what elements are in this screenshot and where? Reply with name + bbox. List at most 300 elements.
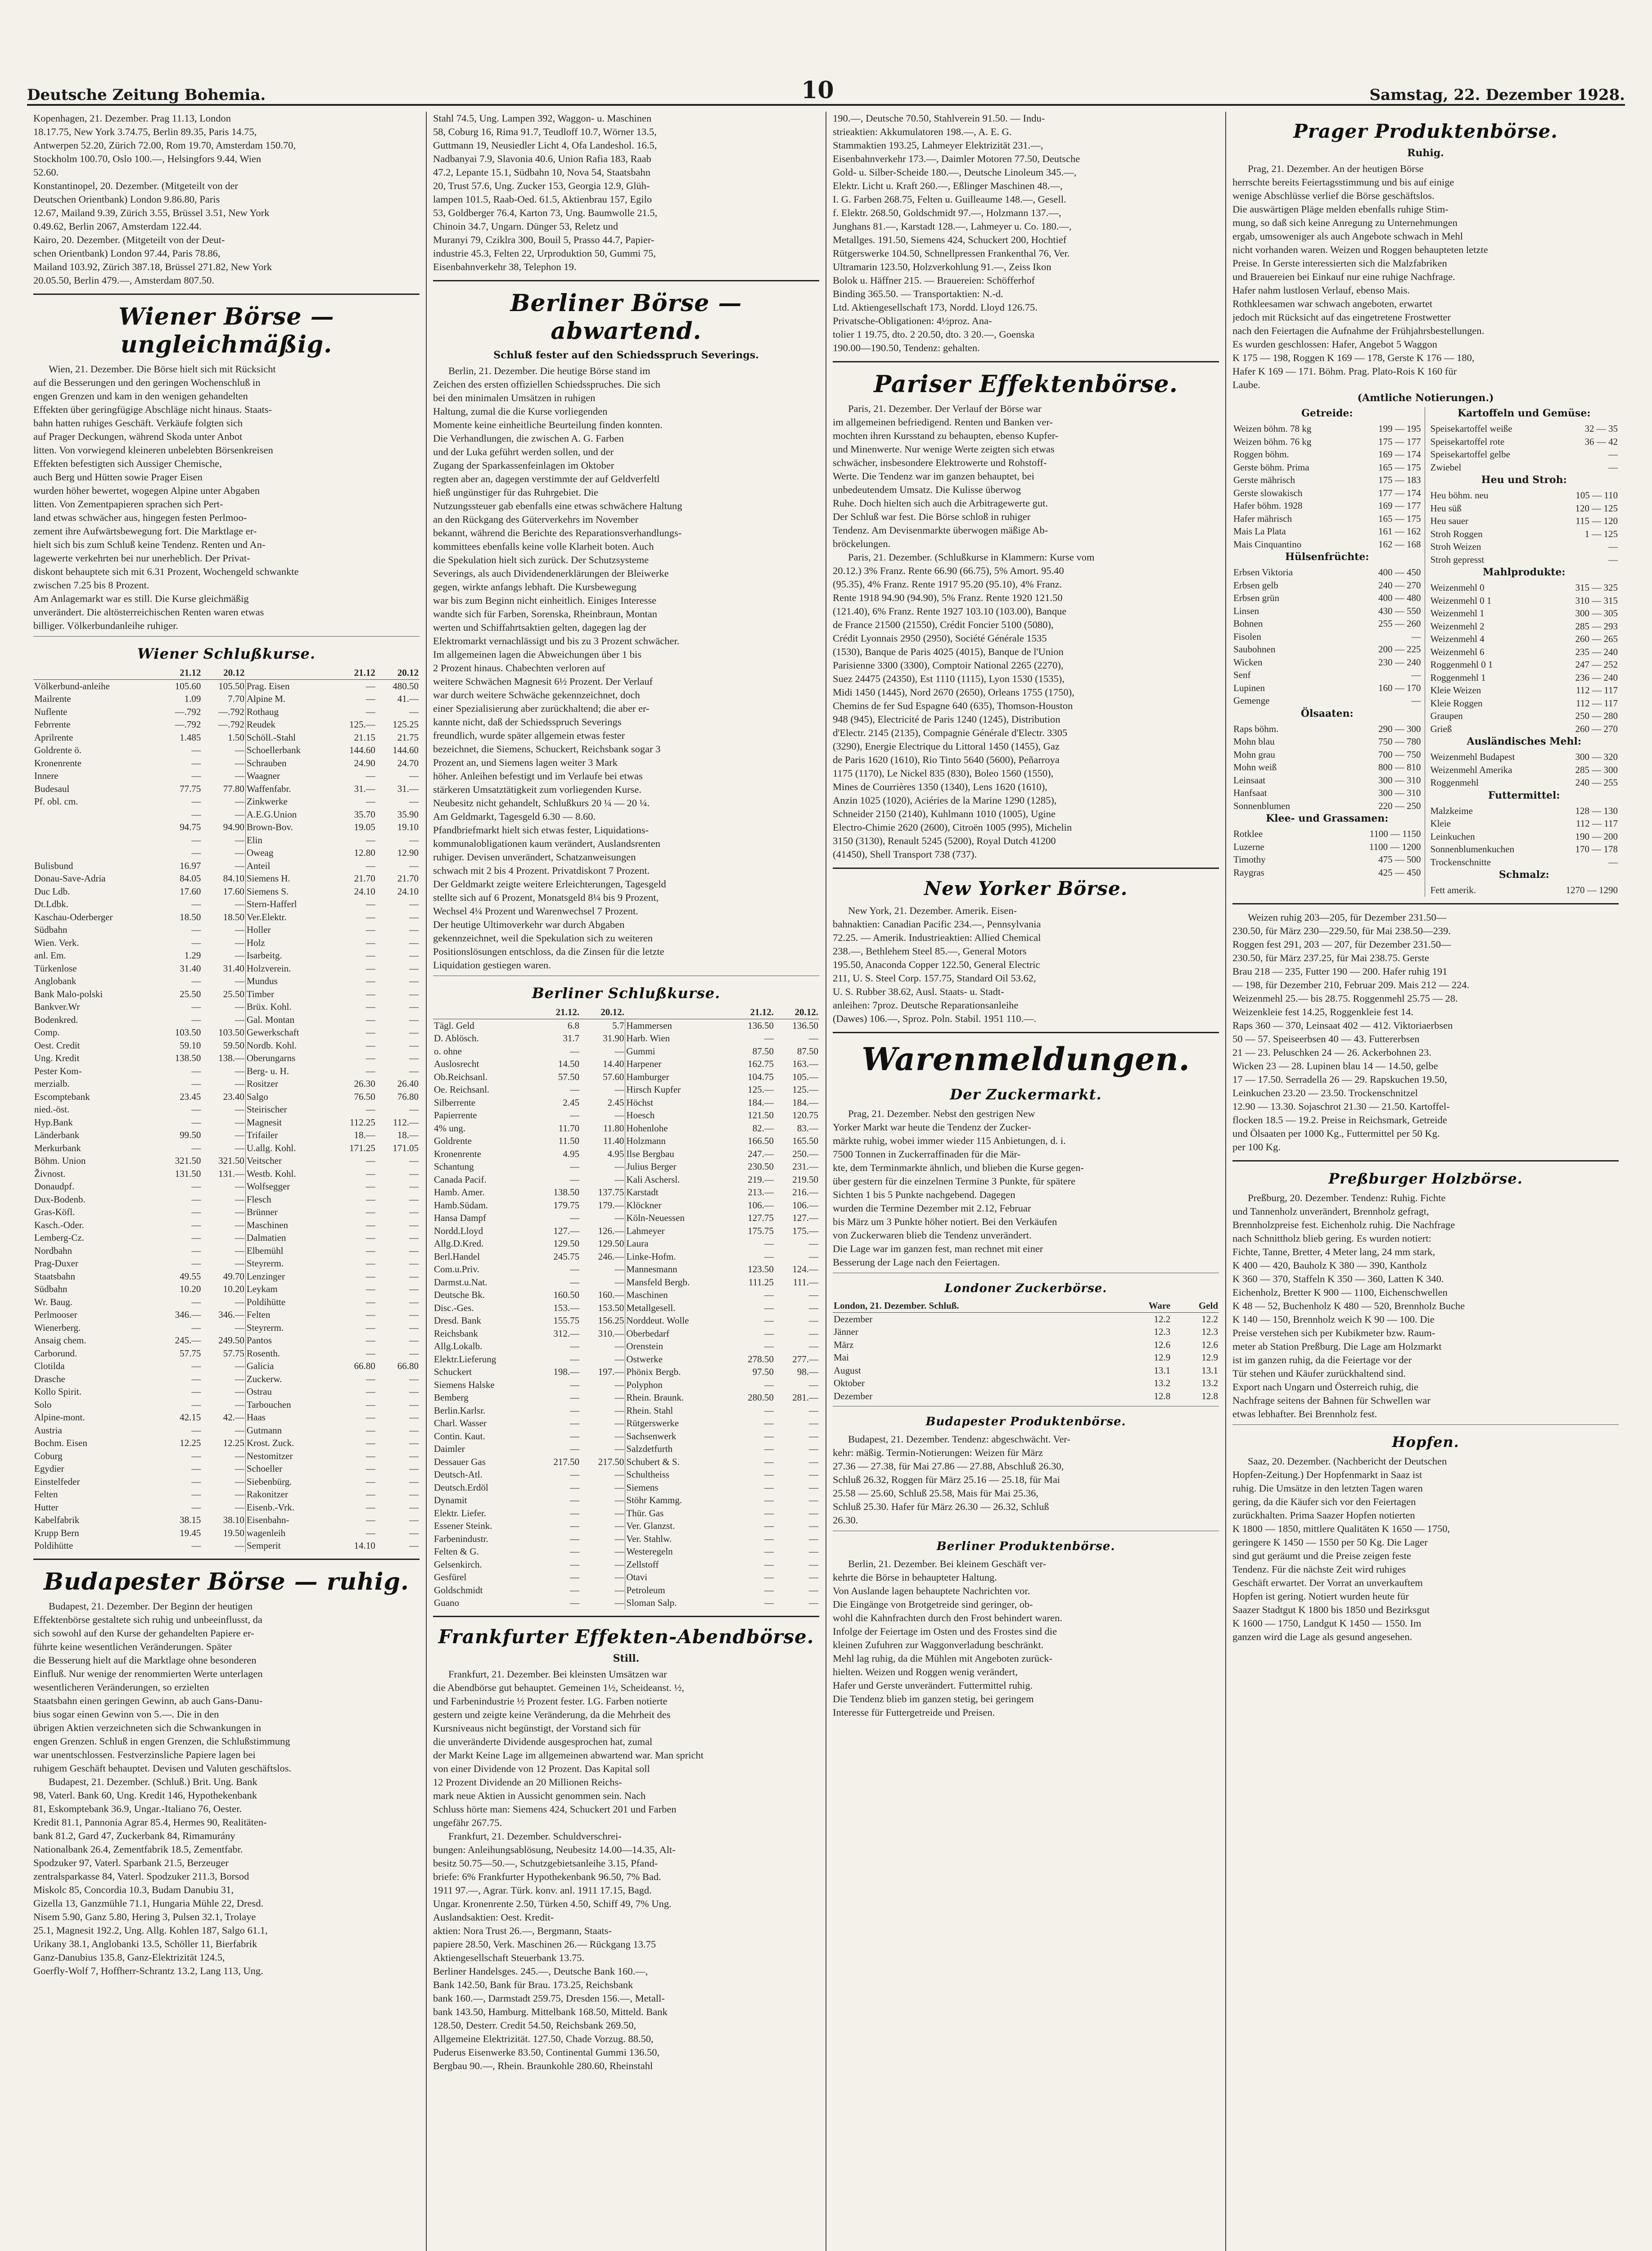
table-cell: Sachsenwerk: [626, 1430, 677, 1442]
table-cell: 12.9: [1154, 1352, 1171, 1363]
table-cell: Saubohnen: [1233, 644, 1276, 655]
table-cell: —: [202, 1360, 245, 1373]
table-cell: —: [202, 1077, 245, 1090]
heading-budapester-produktenboerse: Budapester Produktenbörse.: [925, 1415, 1126, 1428]
table-cell: —: [1608, 461, 1618, 473]
table-cell: —: [191, 1116, 201, 1128]
heading-londoner-zuckerboerse: Londoner Zuckerbörse.: [944, 1282, 1107, 1295]
table-cell: Stroh gepresst: [1430, 554, 1485, 565]
table-cell: Sonnenblumenkuchen: [1430, 844, 1515, 854]
table-cell: 32 — 35: [1584, 423, 1618, 434]
table-cell: —: [809, 1495, 818, 1505]
table-cell: —: [580, 1276, 625, 1289]
text-line: Aktiengesellschaft Steuerbank 13.75.: [433, 1952, 585, 1963]
table-cell: —: [580, 1571, 625, 1584]
text-line: Electro-Chimie 2620 (2600), Citroën 1005 (995), Michelin: [833, 822, 1072, 833]
table-cell: Gras-Köfl.: [34, 1207, 75, 1217]
table-cell: Bulisbund: [34, 860, 73, 871]
table-cell: 57.75: [180, 1347, 201, 1359]
table-cell: 24.10: [397, 886, 419, 897]
table-cell: —: [580, 1353, 625, 1366]
table-cell: Waagner: [246, 770, 280, 781]
table-cell: Fett amerik.: [1430, 885, 1476, 895]
table-row: [1430, 830, 1619, 843]
table-cell: Speisekartoffel gelbe: [1430, 449, 1510, 460]
table-row: [1232, 723, 1422, 736]
text-line: Berliner Handelsges. 245.—, Deutsche Bank 160.—,: [433, 1965, 648, 1977]
text-line: Rütgerswerke 104.50, Schnellpressen Frankenthal 76, Ver.: [833, 248, 1070, 259]
table-cell: Siemens: [626, 1482, 659, 1493]
table-cell: 25.50: [202, 988, 245, 1001]
table-cell: Norddeut. Wolle: [626, 1315, 689, 1326]
table-cell: 190 — 200: [1575, 831, 1618, 842]
table-row: [33, 1411, 420, 1424]
table-cell: 700 — 750: [1378, 749, 1421, 760]
table-cell: Steyrerm.: [246, 1322, 284, 1333]
table-cell: A.E.G.Union: [246, 809, 297, 820]
table-cell: Poldihütte: [246, 1296, 286, 1307]
table-cell: Erbsen gelb: [1233, 579, 1278, 591]
table-cell: —: [191, 1373, 201, 1384]
heading-berliner-produktenboerse: Berliner Produktenbörse.: [936, 1540, 1115, 1553]
text-line: Ganz-Danubius 135.8, Ganz-Elektrizität 124.5,: [33, 1951, 225, 1963]
table-cell: —: [580, 1160, 625, 1173]
table-cell: Perlmooser: [34, 1309, 77, 1320]
text-line: 47.2, Lepante 15.1, Südbahn 10, Nova 54, Staatsbahn: [433, 167, 651, 178]
table-cell: Harb. Wien: [626, 1033, 670, 1044]
table-cell: —: [202, 846, 245, 859]
text-line: nach Schnittholz blieb gering. Es wurden notiert:: [1232, 1232, 1431, 1244]
schmalz-label: Schmalz:: [1499, 869, 1549, 881]
text-line: weitere Schwächen Magnesit 6½ Prozent. Der Verlauf: [433, 676, 653, 687]
text-line: sind gut geräumt und die Preise zeigen feste: [1232, 1550, 1411, 1561]
table-cell: 217.50: [580, 1455, 625, 1469]
table-cell: —: [409, 1399, 419, 1410]
table-row: [433, 1314, 819, 1327]
table-cell: Böhm. Union: [34, 1155, 86, 1166]
table-cell: 425 — 450: [1378, 867, 1421, 878]
table-cell: —: [570, 1597, 580, 1608]
table-cell: 127.75: [748, 1212, 774, 1223]
text-line: Geschäft erwartet. Der Vorrat an unverkauftem: [1232, 1577, 1423, 1588]
table-header-cell: 21.12.: [730, 1006, 775, 1019]
table-cell: —: [570, 1584, 580, 1596]
table-cell: —: [202, 1296, 245, 1309]
table-row: [433, 1353, 819, 1366]
table-cell: 123.50: [748, 1264, 774, 1275]
table-cell: Phönix Bergb.: [626, 1366, 681, 1377]
table-cell: Anglobank: [34, 976, 77, 986]
table-cell: 23.45: [180, 1091, 201, 1102]
table-cell: —: [366, 1347, 375, 1359]
table-cell: —: [191, 1258, 201, 1269]
table-cell: —: [809, 1238, 818, 1249]
text-line: 7500 Tonnen in Zuckerraffinaden für die Mär-: [833, 1148, 1020, 1160]
table-cell: —: [764, 1572, 774, 1582]
table-cell: Karstadt: [626, 1187, 659, 1198]
table-cell: —: [580, 1430, 625, 1443]
table-cell: —: [409, 1207, 419, 1217]
text-line: Der Geldmarkt zeigte weitere Erleichterungen, Tagesgeld: [433, 878, 666, 890]
table-cell: —.792: [175, 706, 201, 717]
text-line: — 198, für Dezember 210, Februar 209. Mais 212 — 224.: [1232, 979, 1470, 990]
table-cell: Weizenmehl 4: [1430, 633, 1485, 644]
table-cell: Roggenmehl 1: [1430, 672, 1486, 683]
table-cell: Weizenmehl 0: [1430, 582, 1485, 593]
table-cell: 99.50: [180, 1130, 201, 1140]
text-line: ruhig. Die Umsätze in den letzten Tagen waren: [1232, 1482, 1423, 1494]
table-cell: 13.2: [1154, 1378, 1171, 1388]
table-cell: —: [809, 1572, 818, 1582]
table-cell: 36 — 42: [1584, 436, 1618, 447]
heading-pressburger-holzboerse: Preßburger Holzbörse.: [1328, 1170, 1523, 1187]
table-row: [33, 975, 420, 988]
table-row: [1232, 735, 1422, 748]
text-line: Prag, 21. Dezember. Nebst den gestrigen New: [848, 1108, 1035, 1119]
text-line: Frankfurt, 21. Dezember. Schuldverschrei-: [448, 1830, 622, 1842]
table-row: [433, 1494, 819, 1507]
table-row: [433, 1019, 819, 1032]
text-line: Kredit 81.1, Pannonia Agrar 85.4, Hermes 90, Realitäten-: [33, 1816, 267, 1828]
table-cell: Staatsbahn: [34, 1270, 75, 1282]
table-cell: 26.40: [397, 1078, 419, 1089]
table-row: [433, 1481, 819, 1494]
table-cell: —: [580, 1211, 625, 1225]
table-cell: 300 — 305: [1575, 608, 1618, 619]
table-cell: 105.—: [792, 1071, 818, 1082]
table-cell: 219.—: [748, 1174, 774, 1185]
table-cell: 21.70: [354, 873, 375, 884]
table-cell: Goldrente: [434, 1135, 472, 1146]
table-cell: Merkurbank: [34, 1142, 81, 1153]
table-cell: Hutter: [34, 1501, 59, 1513]
table-cell: 163.—: [792, 1058, 818, 1069]
table-cell: —: [191, 937, 201, 948]
table-cell: —: [1608, 856, 1618, 868]
text-line: (121.40), 6% Franz. Rente 1927 103.10 (103.00), Banque: [833, 606, 1067, 617]
table-row: [433, 1211, 819, 1225]
table-row: [33, 988, 420, 1001]
table-cell: Mais La Plata: [1233, 526, 1286, 537]
text-line: Brau 218 — 235, Futter 190 — 200. Hafer ruhig 191: [1232, 965, 1448, 977]
table-cell: —: [202, 1539, 245, 1552]
table-cell: —: [202, 1398, 245, 1411]
table-row: [1232, 592, 1422, 605]
table-cell: —: [191, 1322, 201, 1333]
table-cell: 179.75: [553, 1199, 580, 1211]
table-cell: 6.8: [567, 1020, 580, 1031]
table-cell: —.792: [202, 718, 245, 731]
table-cell: —: [409, 899, 419, 909]
table-cell: wagenleih: [246, 1527, 286, 1538]
table-cell: —: [191, 1361, 201, 1371]
table-row: [33, 1360, 420, 1373]
text-line: gekennzeichnet, weil die Spekulation sich zu weiteren: [433, 932, 653, 944]
text-line: 12 Prozent Dividende an 20 Millionen Reichs-: [433, 1776, 622, 1788]
table-cell: Bankver.Wr: [34, 1001, 80, 1012]
table-cell: —: [191, 1245, 201, 1256]
table-row: [1430, 671, 1619, 684]
table-cell: Trockenschnitte: [1430, 856, 1491, 868]
table-cell: Weizenmehl 1: [1430, 608, 1485, 619]
table-cell: —: [366, 1040, 375, 1051]
table-cell: —: [366, 1181, 375, 1192]
table-cell: Raps böhm.: [1233, 723, 1279, 734]
table-cell: 121.50: [748, 1110, 774, 1121]
table-cell: Mannesmann: [626, 1264, 677, 1275]
text-line: Wicken 23 — 28. Lupinen blau 14 — 14.50, gelbe: [1232, 1060, 1438, 1071]
table-cell: Lemberg-Cz.: [34, 1232, 84, 1243]
text-line: Ltd. Aktiengesellschaft 173, Nordd. Lloyd 126.75.: [833, 302, 1038, 313]
text-line: hielt sich bis zum Schluß keine Tendenz. Renten und An-: [33, 539, 266, 550]
table-cell: 184.—: [792, 1097, 818, 1108]
table-row: [1232, 448, 1422, 461]
table-cell: 31.90: [580, 1032, 625, 1045]
table-cell: —: [191, 1142, 201, 1153]
table-cell: 138.50: [175, 1053, 201, 1063]
table-row: [433, 1571, 819, 1584]
table-cell: o. ohne: [434, 1045, 462, 1057]
table-cell: Waffenfabr.: [246, 783, 291, 794]
table-cell: 18.—: [354, 1130, 375, 1140]
table-row: [1430, 502, 1619, 515]
text-line: Puderus Eisenwerke 83.50, Continental Gummi 136.50,: [433, 2046, 660, 2058]
text-block: [433, 112, 819, 274]
text-line: kte, dem Terminmarkte ähnlich, und blieben die Kurse gegen-: [833, 1162, 1084, 1173]
text-line: ist im ganzen ruhig, da die Feiertage vor der: [1232, 1354, 1412, 1365]
table-row: [1430, 594, 1619, 607]
table-cell: Höchst: [626, 1097, 653, 1108]
table-cell: Oweag: [246, 847, 274, 858]
table-row: [433, 1058, 819, 1071]
table-cell: Rotklee: [1233, 828, 1263, 839]
text-line: Momente keine einheitliche Beurteilung finden konnten.: [433, 419, 663, 430]
table-cell: —: [580, 1340, 625, 1353]
table-cell: —: [202, 744, 245, 757]
table-cell: 165 — 175: [1378, 461, 1421, 473]
text-line: Stahl 74.5, Ung. Lampen 392, Waggon- u. Maschinen: [433, 113, 652, 124]
text-line: kehrte die Börse in behaupteter Haltung.: [833, 1572, 997, 1583]
text-line: stellte sich auf 6 Prozent, Monatsgeld 8¼ bis 9 Prozent,: [433, 892, 659, 903]
table-row: [833, 1390, 1219, 1403]
table-cell: 12.6: [1154, 1339, 1171, 1350]
table-cell: —: [409, 1053, 419, 1063]
table-cell: 161 — 162: [1378, 526, 1421, 537]
table-row: [1232, 866, 1422, 879]
table-cell: —: [809, 1597, 818, 1608]
text-line: 20, Trust 57.6, Ung. Zucker 153, Georgia 12.9, Glüh-: [433, 180, 650, 191]
table-cell: Tägl. Geld: [434, 1020, 474, 1031]
table-cell: Dt.Ldbk.: [34, 899, 68, 909]
table-row: [33, 1180, 420, 1193]
table-row: [433, 1263, 819, 1276]
table-cell: —: [580, 1263, 625, 1276]
text-line: gestern und zeigte keine Veränderung, da die Mehrheit des: [433, 1709, 671, 1720]
heading-hopfen: Hopfen.: [1392, 1433, 1459, 1451]
text-line: briefe: 6% Frankfurter Hypothekenbank 96.50, 7% Bad.: [433, 1871, 661, 1882]
text-line: tolier 1 19.75, dto. 2 20.50, dto. 3 20.—, Goenska: [833, 329, 1035, 340]
table-cell: —: [202, 757, 245, 770]
text-line: nicht vorhanden waren. Weizen und Roggen behaupteten letzte: [1232, 244, 1488, 255]
text-line: Liquidation gestiegen waren.: [433, 959, 551, 971]
table-cell: —: [366, 976, 375, 986]
table-cell: —: [202, 1373, 245, 1386]
table-cell: —: [202, 795, 245, 808]
text-line: Preise verstehen sich per Kubikmeter bzw. Raum-: [1232, 1327, 1435, 1338]
table-cell: —: [191, 1232, 201, 1243]
table-row: [433, 1276, 819, 1289]
heu-table: [1430, 489, 1619, 566]
table-cell: —: [764, 1443, 774, 1454]
table-cell: —: [191, 976, 201, 986]
table-cell: —: [366, 1193, 375, 1205]
text-line: war unentschlossen. Festverzinsliche Papiere lagen bei: [33, 1749, 256, 1760]
table-cell: 475 — 500: [1378, 854, 1421, 865]
table-cell: Bohnen: [1233, 618, 1263, 629]
issue-date: Samstag, 22. Dezember 1928.: [1369, 86, 1625, 104]
text-line: Schluss hörte man: Siemens 424, Schuckert 201 und Farben: [433, 1803, 677, 1815]
table-cell: 240 — 270: [1378, 579, 1421, 591]
table-cell: —: [191, 1014, 201, 1025]
table-header-row: [33, 666, 420, 679]
table-cell: 13.1: [1154, 1365, 1171, 1376]
text-line: Infolge der Feiertage im Osten und des Frostes sind die: [833, 1626, 1057, 1637]
table-cell: 5.7: [580, 1019, 625, 1032]
table-cell: Deutsche Bk.: [434, 1289, 485, 1300]
table-cell: 138.—: [202, 1052, 245, 1065]
table-cell: 10.20: [180, 1284, 201, 1294]
table-cell: 13.2: [1201, 1378, 1218, 1388]
table-header-row: [833, 1299, 1219, 1312]
text-line: Von Auslande lagen behauptete Nachrichten vor.: [833, 1585, 1030, 1596]
text-line: jedoch mit Rücksicht auf das eingetretene Frostwetter: [1232, 312, 1451, 323]
table-row: [1430, 448, 1619, 461]
table-cell: —: [366, 1412, 375, 1423]
heading-warenmeldungen: Warenmeldungen.: [862, 1040, 1190, 1078]
table-cell: Maschinen: [626, 1289, 668, 1300]
table-cell: 231.—: [792, 1161, 818, 1172]
table-row: [1430, 843, 1619, 856]
text-line: Bergbau 90.—, Rhein. Braunkohle 280.60, Rheinstahl: [433, 2060, 653, 2071]
table-cell: —: [1411, 631, 1421, 642]
table-cell: Dynamit: [434, 1495, 467, 1505]
table-cell: —: [580, 1519, 625, 1532]
table-cell: Hohenlohe: [626, 1122, 668, 1134]
table-cell: 57.50: [558, 1071, 580, 1082]
table-cell: —: [409, 1501, 419, 1513]
table-cell: Salzdetfurth: [626, 1443, 673, 1454]
table-row: [33, 872, 420, 885]
text-line: hielten. Weizen und Roggen wenig verändert,: [833, 1666, 1018, 1677]
text-line: bahn hatten ruhiges Geschäft. Verkäufe folgten sich: [33, 417, 243, 429]
text-line: Gizella 13, Ganzmühle 71.1, Hungaria Mühle 22, Dresd.: [33, 1897, 264, 1909]
table-cell: 31.—: [397, 783, 419, 794]
table-row: [1232, 748, 1422, 761]
table-row: [33, 1527, 420, 1540]
table-cell: —: [809, 1546, 818, 1557]
table-cell: 94.75: [180, 822, 201, 832]
table-cell: —: [570, 1379, 580, 1390]
text-line: Budapest, 21. Dezember. (Schluß.) Brit. Ung. Bank: [49, 1776, 257, 1787]
table-cell: 19.10: [397, 822, 419, 832]
table-row: [33, 1347, 420, 1360]
table-row: [433, 1186, 819, 1199]
table-cell: Allg.Lokalb.: [434, 1341, 483, 1352]
table-row: [1430, 515, 1619, 528]
table-cell: —: [202, 1180, 245, 1193]
text-line: mochten ihren Kursstand zu behaupten, ebenso Kupfer-: [833, 430, 1059, 441]
table-cell: 250.—: [792, 1148, 818, 1159]
table-row: [33, 898, 420, 911]
table-cell: Nuflente: [34, 706, 68, 717]
table-cell: Allg.D.Kred.: [434, 1238, 484, 1249]
table-cell: Graupen: [1430, 710, 1463, 721]
text-line: bezeichnet, die Siemens, Schuckert, Reichsbank sogar 3: [433, 743, 661, 755]
table-cell: Orenstein: [626, 1341, 664, 1352]
table-cell: Leykam: [246, 1284, 278, 1294]
table-cell: 24.90: [354, 757, 375, 768]
table-cell: Roggenmehl 0 1: [1430, 659, 1493, 670]
table-row: [33, 692, 420, 705]
table-row: [1232, 435, 1422, 448]
table-cell: 12.2: [1154, 1313, 1171, 1324]
table-cell: 1270 — 1290: [1566, 885, 1618, 895]
text-line: bis März um 3 Punkte höher notiert. Bei den Verkäufen: [833, 1216, 1057, 1227]
table-row: [433, 1340, 819, 1353]
table-cell: 1100 — 1200: [1369, 841, 1421, 852]
text-line: auf Prager Deckungen, während Skoda unter Anbot: [33, 431, 243, 442]
table-cell: 170 — 178: [1575, 844, 1618, 854]
table-header-cell: 21.12: [158, 666, 202, 679]
table-cell: Holzverein.: [246, 963, 291, 974]
table-cell: Mais Cinquantino: [1233, 538, 1302, 550]
table-cell: Gelsenkirch.: [434, 1559, 482, 1570]
table-cell: —: [366, 1322, 375, 1333]
text-line: Tendenz. Am Devisenmarkte überwogen mäßige Ab-: [833, 524, 1048, 536]
table-cell: 24.10: [354, 886, 375, 897]
table-cell: —: [580, 1507, 625, 1520]
table-row: [33, 1270, 420, 1283]
table-cell: Mai: [834, 1352, 849, 1363]
text-line: 26.30.: [833, 1514, 858, 1526]
table-cell: —: [202, 769, 245, 782]
table-cell: Wien. Verk.: [34, 937, 79, 948]
table-row: [33, 1450, 420, 1463]
table-cell: Otavi: [626, 1572, 648, 1582]
auslaendisches-mehl-label: Ausländisches Mehl:: [1467, 736, 1581, 747]
table-cell: 235 — 240: [1575, 646, 1618, 657]
table-cell: —: [809, 1533, 818, 1544]
table-row: [1430, 528, 1619, 541]
table-cell: Oktober: [834, 1378, 865, 1388]
table-cell: —: [809, 1507, 818, 1519]
table-header-cell: 20.12.: [775, 1006, 819, 1019]
table-cell: 198.—: [553, 1366, 580, 1377]
table-cell: 129.50: [553, 1238, 580, 1249]
table-cell: —: [570, 1341, 580, 1352]
table-cell: 12.90: [397, 847, 419, 858]
table-cell: Krupp Bern: [34, 1527, 79, 1538]
table-cell: 104.75: [748, 1071, 774, 1082]
text-line: K 140 — 150, Brennholz weich K 90 — 100. Die: [1232, 1313, 1435, 1325]
table-cell: 136.50: [748, 1020, 774, 1031]
table-cell: —: [202, 1000, 245, 1013]
table-row: [1430, 750, 1619, 764]
table-row: [1430, 646, 1619, 659]
text-line: Eisenbahnverkehr 173.—, Daimler Motoren 77.50, Deutsche: [833, 153, 1080, 164]
text-line: stärkeren Umsatztätigkeit zum vorliegenden Kurse.: [433, 784, 641, 795]
table-cell: Rütgerswerke: [626, 1418, 679, 1428]
